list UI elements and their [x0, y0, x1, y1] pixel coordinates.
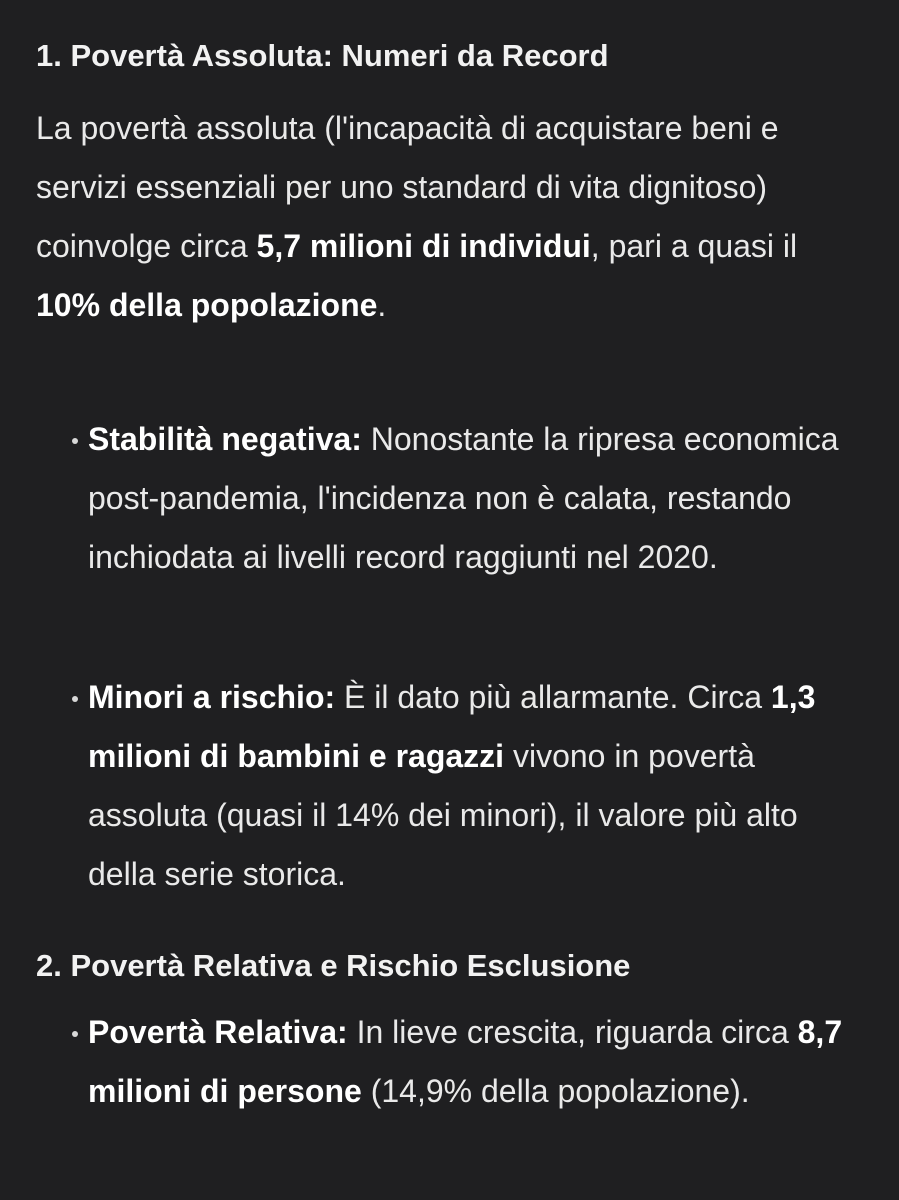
bullet-label: Minori a rischio: [88, 679, 336, 715]
intro-paragraph [36, 99, 836, 335]
intro-text-2: , pari a quasi il [590, 228, 798, 264]
bullet-text: (14,9% della popolazione). [361, 1073, 750, 1109]
intro-text-1: La povertà assoluta (l'incapacità di acquistare beni e servizi essenziali per uno standard di vita dignitoso) coinvolge circa [36, 110, 779, 264]
bullet-bold-persone: 8,7 milioni di persone [88, 1014, 843, 1109]
section-heading-assoluta: 1. Povertà Assoluta: Numeri da Record [36, 38, 609, 73]
bullet-text: vivono in povertà assoluta (quasi il 14% dei minori), il valore più alto della serie storica. [88, 738, 798, 892]
bullet-dot-icon [72, 696, 78, 702]
bullet-dot-icon [72, 1031, 78, 1037]
bullet-text: Nonostante la ripresa economica post-pandemia, l'incidenza non è calata, restando inchiodata ai livelli record raggiunti nel 2020. [88, 421, 839, 575]
bullet-text: In lieve crescita, riguarda circa [347, 1014, 798, 1050]
intro-text-3: . [377, 287, 387, 323]
intro-bold-individui: 5,7 milioni di individui [256, 228, 591, 264]
bullet-label: Stabilità negativa: [88, 421, 362, 457]
list-item [88, 410, 863, 587]
list-item [88, 668, 863, 904]
list-item [88, 1003, 863, 1121]
bullet-dot-icon [72, 438, 78, 444]
intro-bold-percent: 10% della popolazione [36, 287, 378, 323]
bullet-bold-minori: 1,3 milioni di bambini e ragazzi [88, 679, 816, 774]
bullet-label: Povertà Relativa: [88, 1014, 348, 1050]
bullet-text: È il dato più allarmante. Circa [335, 679, 771, 715]
section-heading-relativa: 2. Povertà Relativa e Rischio Esclusione [36, 948, 631, 983]
